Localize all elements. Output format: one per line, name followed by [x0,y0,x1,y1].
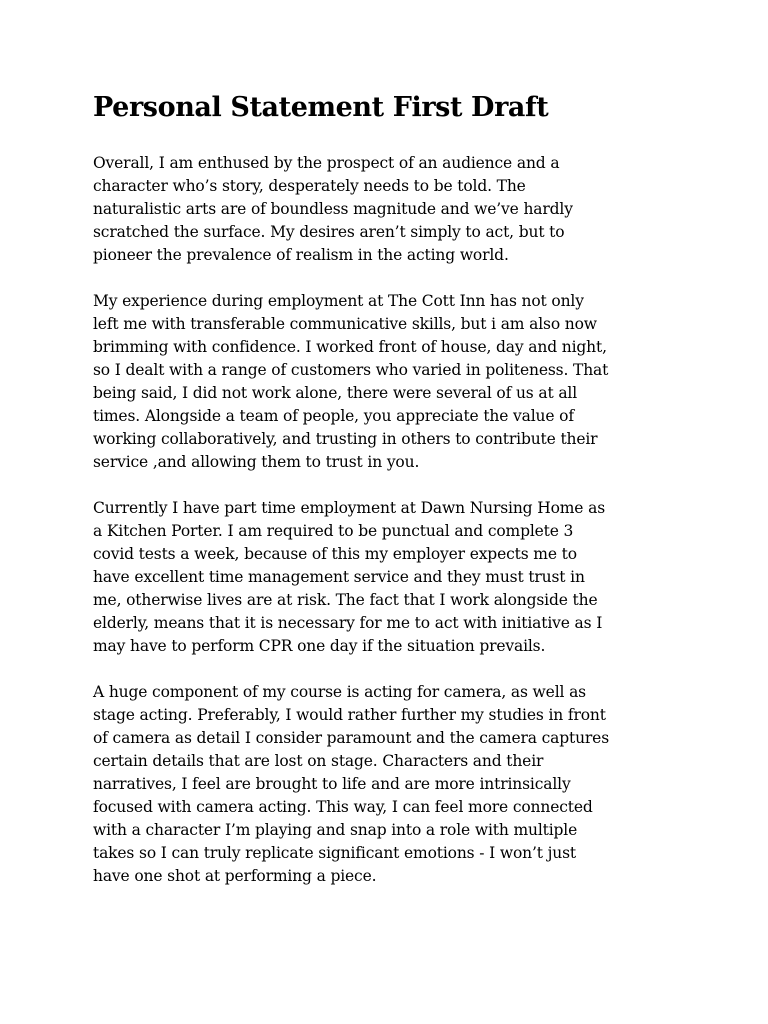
text-line: My experience during employment at The Cott Inn has not only [93,292,584,310]
text-line: so I dealt with a range of customers who varied in politeness. That [93,361,609,379]
text-line: of camera as detail I consider paramount and the camera captures [93,729,609,747]
text-line: with a character I’m playing and snap into a role with multiple [93,821,578,839]
text-line: elderly, means that it is necessary for me to act with initiative as I [93,614,603,632]
text-line: a Kitchen Porter. I am required to be punctual and complete 3 [93,522,574,540]
document-body [93,88,683,911]
text-line: covid tests a week, because of this my employer expects me to [93,545,577,563]
text-line: brimming with confidence. I worked front of house, day and night, [93,338,607,356]
paragraph-2 [93,290,683,474]
text-line: scratched the surface. My desires aren’t simply to act, but to [93,223,565,241]
text-line: naturalistic arts are of boundless magnitude and we’ve hardly [93,200,573,218]
text-line: character who’s story, desperately needs to be told. The [93,177,526,195]
text-line: left me with transferable communicative skills, but i am also now [93,315,597,333]
text-line: narratives, I feel are brought to life and are more intrinsically [93,775,571,793]
text-line: certain details that are lost on stage. Characters and their [93,752,544,770]
text-line: have one shot at performing a piece. [93,867,377,885]
text-line: being said, I did not work alone, there were several of us at all [93,384,578,402]
text-line: service ,and allowing them to trust in you. [93,453,420,471]
text-line: Overall, I am enthused by the prospect of an audience and a [93,154,560,172]
text-line: me, otherwise lives are at risk. The fact that I work alongside the [93,591,598,609]
text-line: may have to perform CPR one day if the situation prevails. [93,637,546,655]
paragraph-4 [93,681,683,888]
page-title: Personal Statement First Draft [93,92,549,123]
text-line: stage acting. Preferably, I would rather further my studies in front [93,706,606,724]
paragraph-1 [93,152,683,267]
text-line: working collaboratively, and trusting in others to contribute their [93,430,598,448]
text-line: pioneer the prevalence of realism in the acting world. [93,246,509,264]
text-line: takes so I can truly replicate significant emotions - I won’t just [93,844,577,862]
text-line: have excellent time management service and they must trust in [93,568,585,586]
text-line: A huge component of my course is acting for camera, as well as [93,683,586,701]
text-line: times. Alongside a team of people, you appreciate the value of [93,407,574,425]
text-line: focused with camera acting. This way, I can feel more connected [93,798,593,816]
text-line: Currently I have part time employment at Dawn Nursing Home as [93,499,606,517]
paragraph-3 [93,497,683,658]
